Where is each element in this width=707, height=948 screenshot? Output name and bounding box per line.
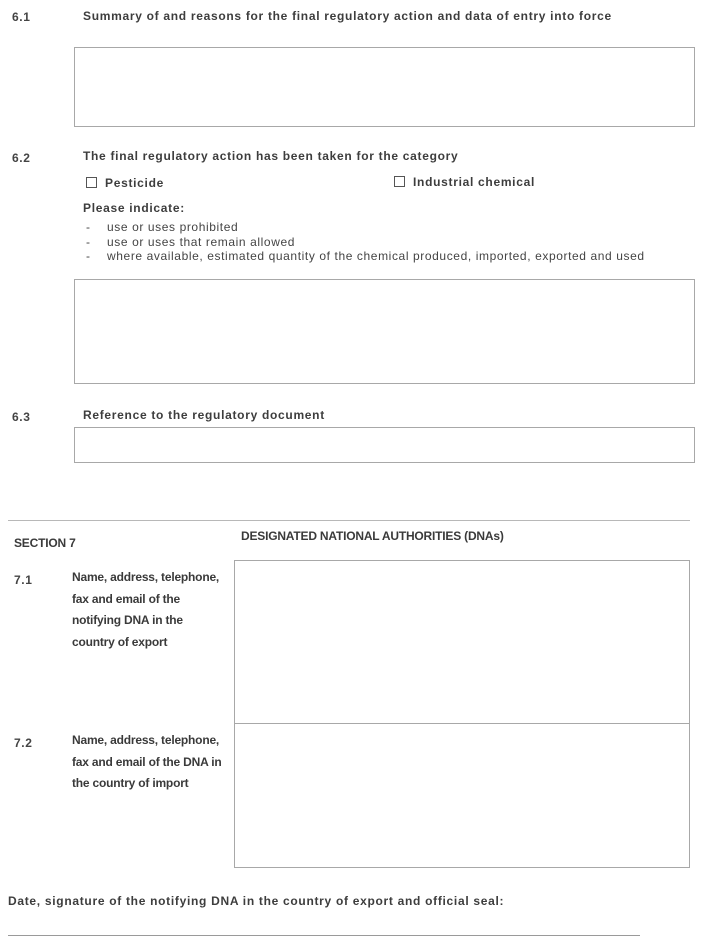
please-indicate-label: Please indicate: bbox=[83, 201, 185, 215]
industrial-chemical-label: Industrial chemical bbox=[413, 175, 536, 189]
pesticide-label: Pesticide bbox=[105, 176, 164, 190]
indicate-list bbox=[83, 220, 663, 264]
section-7-1-number: 7.1 bbox=[14, 573, 33, 587]
section-7-title: DESIGNATED NATIONAL AUTHORITIES (DNAs) bbox=[241, 529, 504, 543]
pesticide-option[interactable] bbox=[86, 174, 164, 192]
section-6-3-number: 6.3 bbox=[12, 410, 31, 424]
pesticide-checkbox[interactable] bbox=[86, 177, 97, 188]
section-7-1-text: Name, address, telephone, fax and email of the notifying DNA in the country of export bbox=[72, 570, 220, 649]
section-7-label: SECTION 7 bbox=[14, 536, 76, 550]
list-item: - where available, estimated quantity of the chemical produced, imported, exported and used bbox=[83, 249, 663, 264]
regulatory-document-input[interactable] bbox=[74, 427, 695, 463]
section-6-3-heading: Reference to the regulatory document bbox=[83, 408, 325, 422]
section-7-2-number: 7.2 bbox=[14, 736, 33, 750]
section-7-2-text: Name, address, telephone, fax and email of the DNA in the country of import bbox=[72, 733, 222, 790]
industrial-chemical-checkbox[interactable] bbox=[394, 176, 405, 187]
signature-line[interactable] bbox=[8, 935, 640, 936]
list-item: - use or uses that remain allowed bbox=[83, 235, 663, 250]
section-6-2-number: 6.2 bbox=[12, 151, 31, 165]
industrial-chemical-option[interactable] bbox=[394, 173, 535, 191]
section-7-divider bbox=[8, 520, 690, 521]
list-item: - use or uses prohibited bbox=[83, 220, 663, 235]
export-dna-textarea[interactable] bbox=[234, 560, 690, 724]
import-dna-textarea[interactable] bbox=[234, 723, 690, 868]
section-6-1-heading: Summary of and reasons for the final regulatory action and data of entry into force bbox=[83, 9, 612, 23]
category-details-textarea[interactable] bbox=[74, 279, 695, 384]
signature-label: Date, signature of the notifying DNA in the country of export and official seal: bbox=[8, 894, 505, 908]
section-6-1-number: 6.1 bbox=[12, 10, 31, 24]
section-6-2-heading: The final regulatory action has been taken for the category bbox=[83, 149, 459, 163]
summary-textarea[interactable] bbox=[74, 47, 695, 127]
